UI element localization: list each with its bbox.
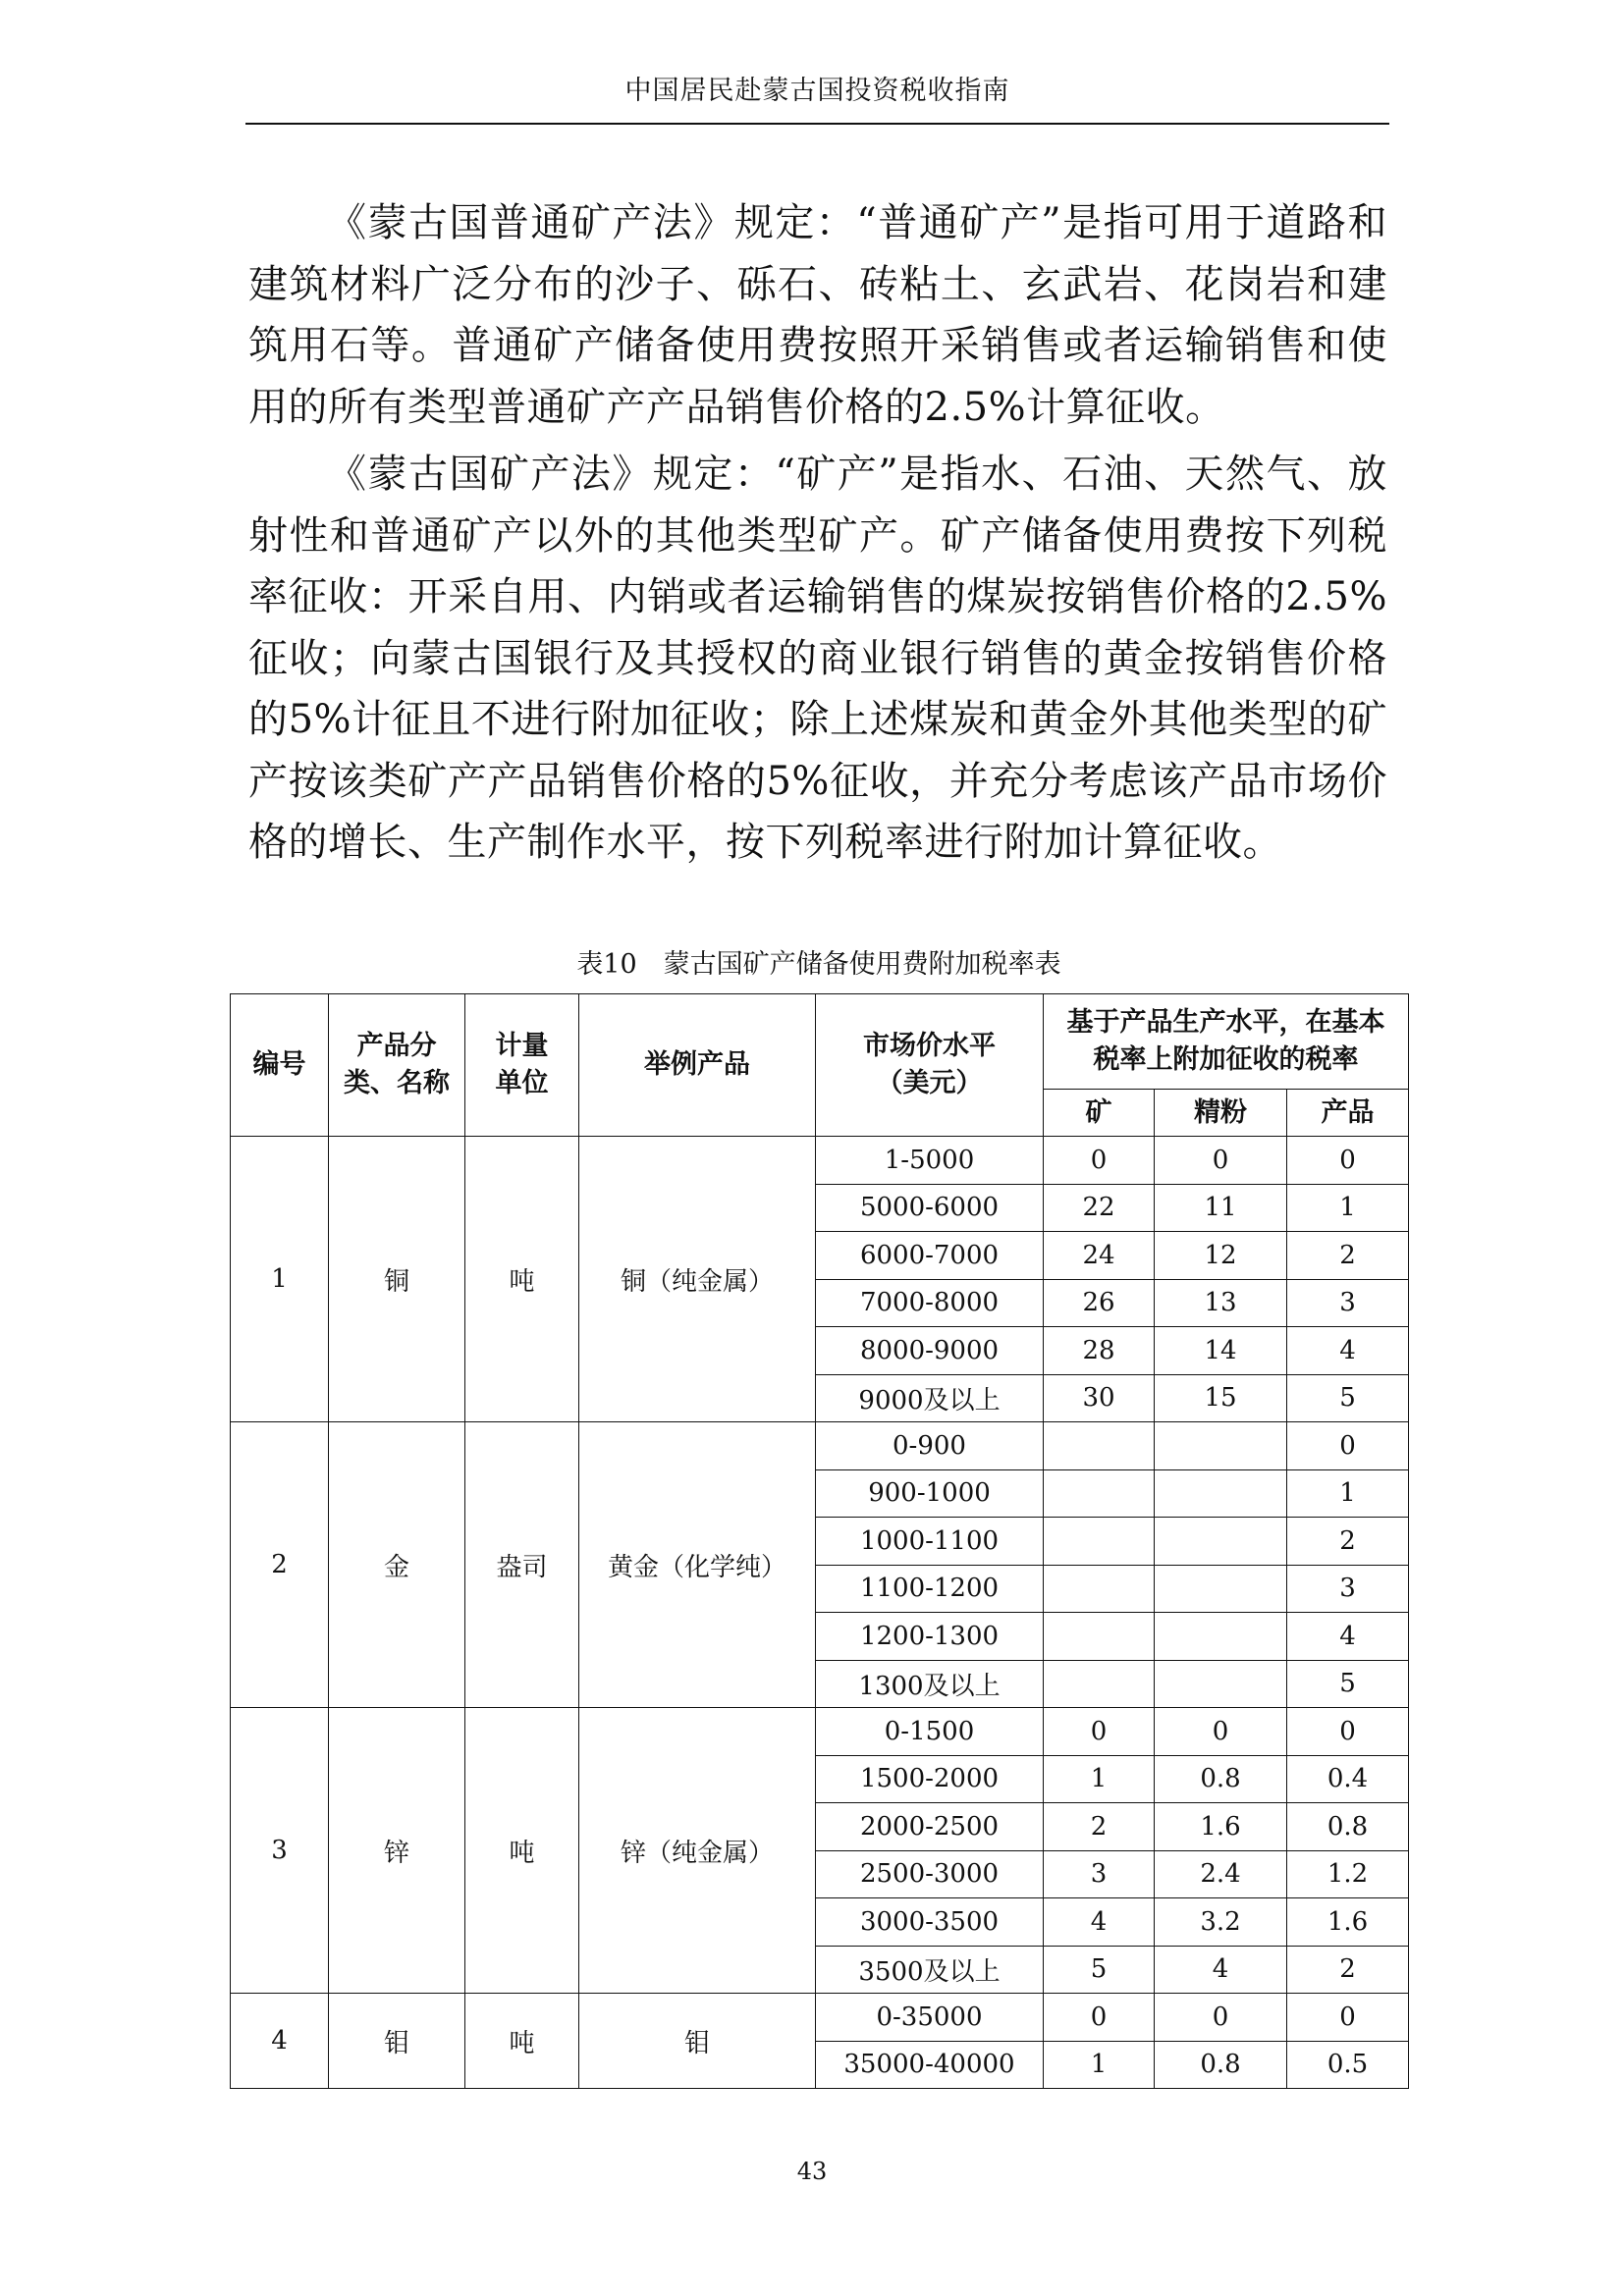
cell-product: 3 (1287, 1279, 1409, 1327)
cell-example: 黄金（化学纯） (579, 1422, 816, 1708)
cell-concentrate: 15 (1155, 1374, 1287, 1422)
cell-product: 2 (1287, 1946, 1409, 1994)
cell-concentrate: 0 (1155, 1708, 1287, 1756)
cell-example: 锌（纯金属） (579, 1708, 816, 1994)
cell-product: 0 (1287, 1422, 1409, 1470)
body-text (248, 192, 1387, 880)
header-category: 产品分类、名称 (329, 994, 465, 1137)
cell-concentrate: 3.2 (1155, 1898, 1287, 1947)
cell-product: 2 (1287, 1232, 1409, 1280)
cell-concentrate: 0 (1155, 1137, 1287, 1185)
header-ore: 矿 (1044, 1090, 1155, 1137)
cell-price: 2500-3000 (816, 1850, 1044, 1898)
cell-product: 2 (1287, 1518, 1409, 1566)
cell-category: 钼 (329, 1994, 465, 2089)
cell-unit: 盎司 (465, 1422, 579, 1708)
cell-product: 0 (1287, 1994, 1409, 2042)
cell-product: 4 (1287, 1613, 1409, 1661)
cell-concentrate (1155, 1518, 1287, 1566)
header-example: 举例产品 (579, 994, 816, 1137)
cell-concentrate (1155, 1422, 1287, 1470)
cell-concentrate (1155, 1565, 1287, 1613)
cell-concentrate: 12 (1155, 1232, 1287, 1280)
cell-concentrate: 1.6 (1155, 1803, 1287, 1851)
cell-category: 铜 (329, 1137, 465, 1422)
header-rule (245, 123, 1389, 125)
cell-price: 0-900 (816, 1422, 1044, 1470)
cell-ore: 22 (1044, 1184, 1155, 1232)
cell-ore: 2 (1044, 1803, 1155, 1851)
table-row (231, 1708, 1409, 1756)
cell-example: 铜（纯金属） (579, 1137, 816, 1422)
table-caption: 表10 蒙古国矿产储备使用费附加税率表 (576, 949, 1061, 980)
cell-unit: 吨 (465, 1708, 579, 1994)
cell-price: 1200-1300 (816, 1613, 1044, 1661)
cell-price: 0-1500 (816, 1708, 1044, 1756)
cell-product: 0.4 (1287, 1755, 1409, 1803)
table-head (231, 994, 1409, 1137)
cell-unit: 吨 (465, 1994, 579, 2089)
header-concentrate: 精粉 (1155, 1090, 1287, 1137)
surcharge-rate-table (230, 993, 1409, 2089)
cell-product: 5 (1287, 1660, 1409, 1708)
cell-ore: 26 (1044, 1279, 1155, 1327)
cell-product: 1.2 (1287, 1850, 1409, 1898)
cell-concentrate (1155, 1613, 1287, 1661)
cell-category: 锌 (329, 1708, 465, 1994)
cell-price: 1000-1100 (816, 1518, 1044, 1566)
cell-ore: 5 (1044, 1946, 1155, 1994)
paragraph-minerals-law: 《蒙古国矿产法》规定：“矿产”是指水、石油、天然气、放射性和普通矿产以外的其他类型矿产。矿产储备使用费按下列税率征收：开采自用、内销或者运输销售的煤炭按销售价格的2.5%征收；向蒙古国银行及其授权的商业银行销售的黄金按销售价格的5%计征且不进行附加征收；除上述煤炭和黄金外其他类型的矿产按该类矿产产品销售价格的5%征收，并充分考虑该产品市场价格的增长、生产制作水平，按下列税率进行附加计算征收。 (248, 452, 1387, 865)
cell-unit: 吨 (465, 1137, 579, 1422)
header-price: 市场价水平（美元） (816, 994, 1044, 1137)
table-row (231, 1422, 1409, 1470)
header-no: 编号 (231, 994, 329, 1137)
cell-price: 6000-7000 (816, 1232, 1044, 1280)
cell-price: 1300及以上 (816, 1660, 1044, 1708)
cell-ore: 1 (1044, 2041, 1155, 2089)
cell-product: 4 (1287, 1327, 1409, 1375)
cell-product: 5 (1287, 1374, 1409, 1422)
cell-example: 钼 (579, 1994, 816, 2089)
cell-concentrate: 2.4 (1155, 1850, 1287, 1898)
cell-product: 0 (1287, 1708, 1409, 1756)
cell-price: 9000及以上 (816, 1374, 1044, 1422)
cell-ore: 4 (1044, 1898, 1155, 1947)
cell-price: 3000-3500 (816, 1898, 1044, 1947)
cell-category: 金 (329, 1422, 465, 1708)
cell-price: 2000-2500 (816, 1803, 1044, 1851)
header-unit: 计量单位 (465, 994, 579, 1137)
cell-ore (1044, 1660, 1155, 1708)
cell-price: 1500-2000 (816, 1755, 1044, 1803)
table-body (231, 1137, 1409, 2089)
cell-ore (1044, 1469, 1155, 1518)
cell-concentrate (1155, 1469, 1287, 1518)
cell-ore: 24 (1044, 1232, 1155, 1280)
cell-price: 8000-9000 (816, 1327, 1044, 1375)
cell-product: 3 (1287, 1565, 1409, 1613)
cell-price: 3500及以上 (816, 1946, 1044, 1994)
cell-no: 2 (231, 1422, 329, 1708)
cell-product: 1 (1287, 1469, 1409, 1518)
header-product: 产品 (1287, 1090, 1409, 1137)
cell-price: 5000-6000 (816, 1184, 1044, 1232)
cell-product: 0.5 (1287, 2041, 1409, 2089)
paragraph-common-minerals: 《蒙古国普通矿产法》规定：“普通矿产”是指可用于道路和建筑材料广泛分布的沙子、砾石、砖粘土、玄武岩、花岗岩和建筑用石等。普通矿产储备使用费按照开采销售或者运输销售和使用的所有类型普通矿产产品销售价格的2.5%计算征收。 (248, 200, 1387, 430)
cell-ore: 1 (1044, 1755, 1155, 1803)
page-number: 43 (796, 2158, 828, 2185)
header-extra-rate: 基于产品生产水平，在基本税率上附加征收的税率 (1044, 994, 1409, 1090)
cell-ore: 0 (1044, 1994, 1155, 2042)
table-row (231, 1137, 1409, 1185)
cell-ore (1044, 1565, 1155, 1613)
cell-ore (1044, 1422, 1155, 1470)
cell-concentrate: 0.8 (1155, 1755, 1287, 1803)
cell-concentrate: 4 (1155, 1946, 1287, 1994)
cell-concentrate: 11 (1155, 1184, 1287, 1232)
cell-price: 7000-8000 (816, 1279, 1044, 1327)
cell-concentrate: 14 (1155, 1327, 1287, 1375)
cell-price: 35000-40000 (816, 2041, 1044, 2089)
cell-ore: 28 (1044, 1327, 1155, 1375)
cell-ore: 3 (1044, 1850, 1155, 1898)
cell-product: 1 (1287, 1184, 1409, 1232)
cell-price: 1-5000 (816, 1137, 1044, 1185)
cell-ore: 30 (1044, 1374, 1155, 1422)
cell-product: 0 (1287, 1137, 1409, 1185)
cell-ore: 0 (1044, 1708, 1155, 1756)
cell-ore: 0 (1044, 1137, 1155, 1185)
cell-price: 1100-1200 (816, 1565, 1044, 1613)
cell-concentrate: 13 (1155, 1279, 1287, 1327)
cell-concentrate: 0 (1155, 1994, 1287, 2042)
cell-price: 900-1000 (816, 1469, 1044, 1518)
cell-no: 4 (231, 1994, 329, 2089)
cell-ore (1044, 1613, 1155, 1661)
running-header: 中国居民赴蒙古国投资税收指南 (624, 76, 1010, 106)
cell-no: 1 (231, 1137, 329, 1422)
cell-product: 1.6 (1287, 1898, 1409, 1947)
cell-concentrate: 0.8 (1155, 2041, 1287, 2089)
cell-no: 3 (231, 1708, 329, 1994)
cell-price: 0-35000 (816, 1994, 1044, 2042)
table-row (231, 1994, 1409, 2042)
cell-ore (1044, 1518, 1155, 1566)
cell-concentrate (1155, 1660, 1287, 1708)
cell-product: 0.8 (1287, 1803, 1409, 1851)
